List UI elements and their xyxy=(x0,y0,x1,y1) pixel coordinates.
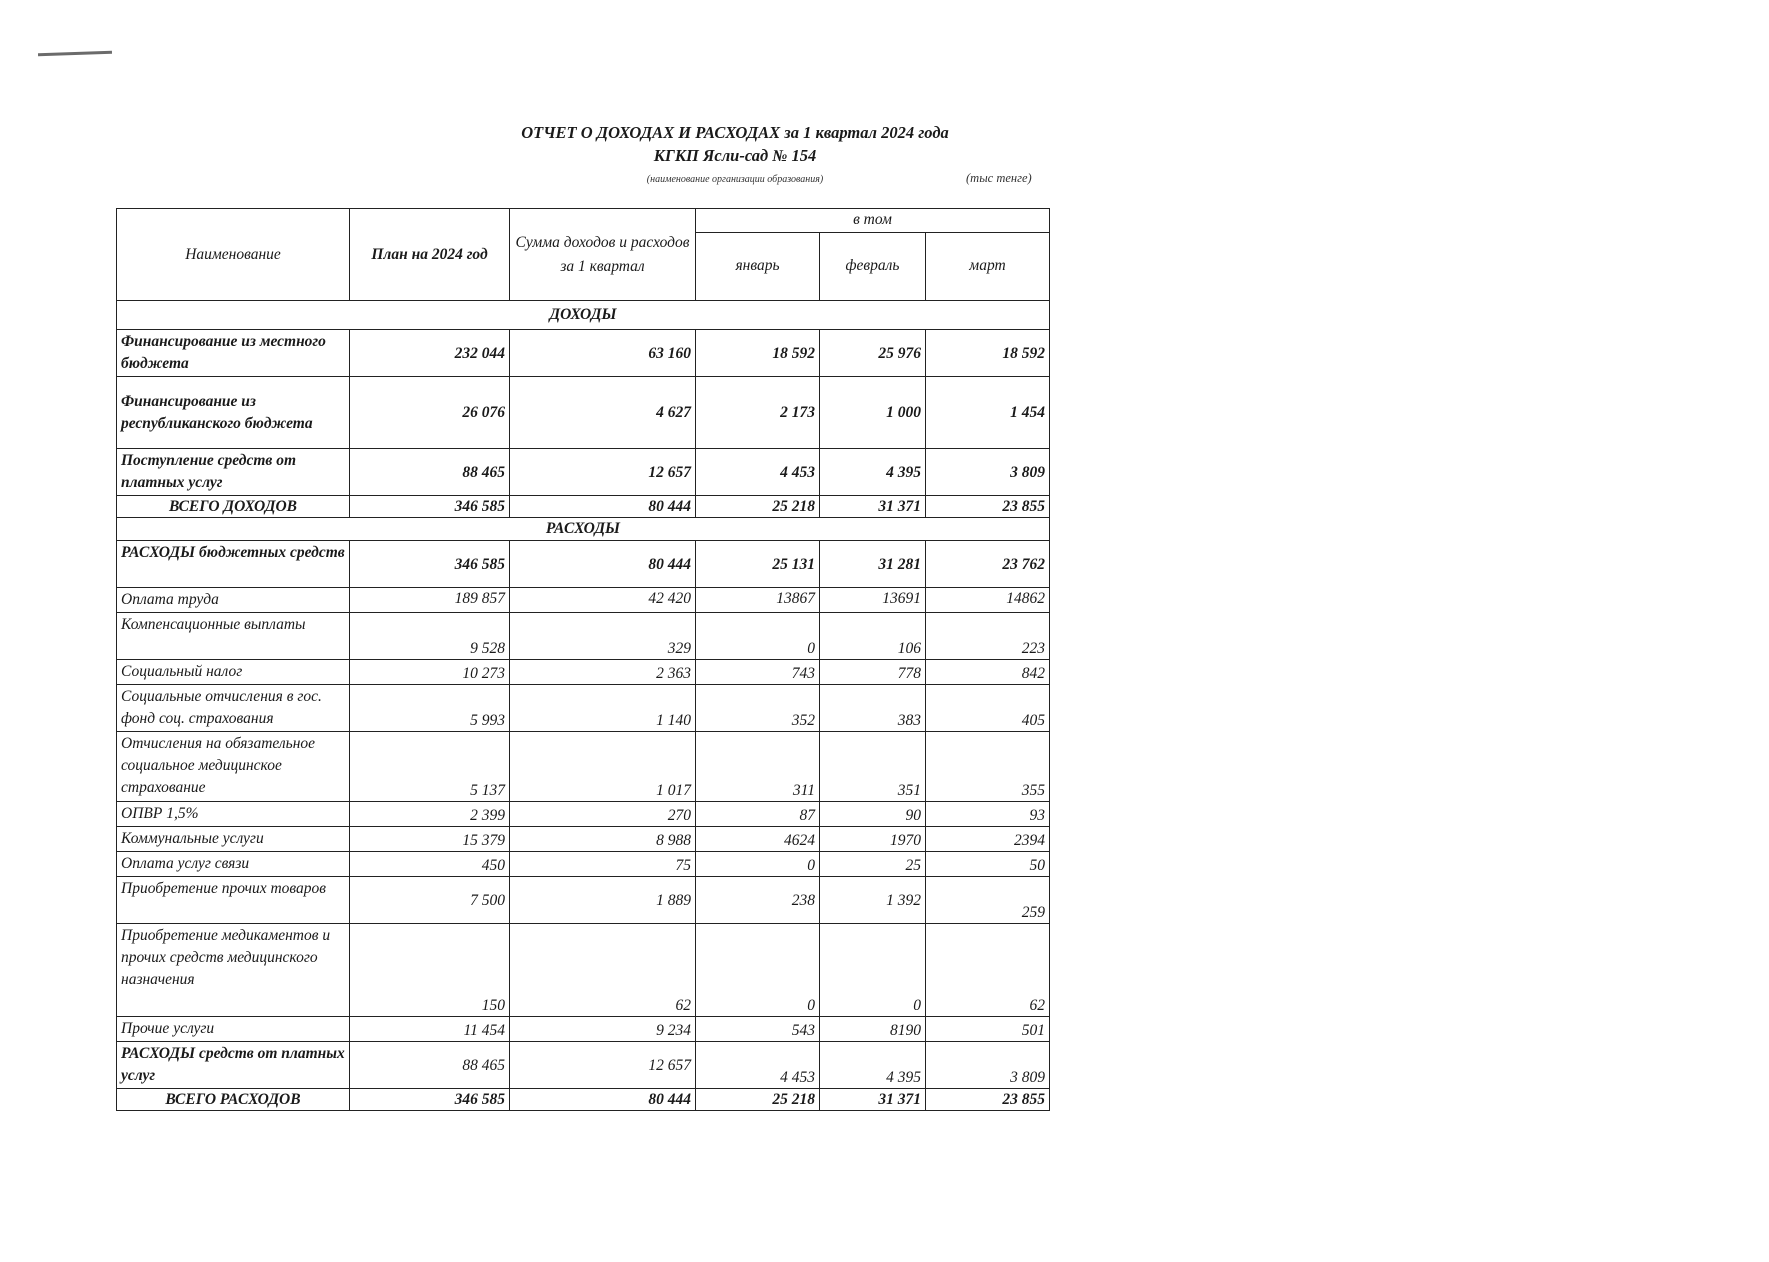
cell-plan: 15 379 xyxy=(350,827,510,852)
cell-quarter: 9 234 xyxy=(510,1017,696,1042)
col-header-january: январь xyxy=(696,232,820,300)
cell-plan: 346 585 xyxy=(350,1089,510,1111)
cell-february: 106 xyxy=(820,613,926,660)
cell-february: 25 xyxy=(820,852,926,877)
report-title: ОТЧЕТ О ДОХОДАХ И РАСХОДАХ за 1 квартал 2024 года xyxy=(521,123,949,142)
cell-plan: 10 273 xyxy=(350,660,510,685)
income-total-label: ВСЕГО ДОХОДОВ xyxy=(117,496,350,518)
cell-march: 23 855 xyxy=(926,496,1050,518)
cell-february: 1 392 xyxy=(820,877,926,924)
row-name: Социальные отчисления в гос. фонд соц. страхования xyxy=(117,685,350,732)
cell-plan: 346 585 xyxy=(350,496,510,518)
col-header-group: в том xyxy=(696,209,1050,233)
table-row xyxy=(117,449,1050,496)
cell-quarter: 2 363 xyxy=(510,660,696,685)
cell-january: 743 xyxy=(696,660,820,685)
cell-january: 4 453 xyxy=(696,1042,820,1089)
table-row xyxy=(117,732,1050,802)
cell-january: 2 173 xyxy=(696,377,820,449)
table-row xyxy=(117,924,1050,1017)
cell-quarter: 12 657 xyxy=(510,449,696,496)
row-name: ОПВР 1,5% xyxy=(117,802,350,827)
cell-february: 1 000 xyxy=(820,377,926,449)
cell-february: 351 xyxy=(820,732,926,802)
col-header-march: март xyxy=(926,232,1050,300)
table-row xyxy=(117,660,1050,685)
cell-plan: 450 xyxy=(350,852,510,877)
table-row xyxy=(117,613,1050,660)
expense-section-label: РАСХОДЫ xyxy=(117,518,1050,541)
cell-plan: 11 454 xyxy=(350,1017,510,1042)
cell-quarter: 4 627 xyxy=(510,377,696,449)
cell-february: 25 976 xyxy=(820,330,926,377)
cell-january: 25 218 xyxy=(696,1089,820,1111)
cell-plan: 88 465 xyxy=(350,449,510,496)
cell-march: 842 xyxy=(926,660,1050,685)
header-row-1 xyxy=(117,209,1050,233)
table-row xyxy=(117,377,1050,449)
cell-march: 23 762 xyxy=(926,541,1050,588)
cell-march: 18 592 xyxy=(926,330,1050,377)
cell-january: 0 xyxy=(696,852,820,877)
table-row xyxy=(117,877,1050,924)
cell-quarter: 75 xyxy=(510,852,696,877)
row-name: Компенсационные выплаты xyxy=(117,613,350,660)
cell-plan: 346 585 xyxy=(350,541,510,588)
cell-quarter: 1 017 xyxy=(510,732,696,802)
cell-january: 13867 xyxy=(696,588,820,613)
cell-march: 3 809 xyxy=(926,449,1050,496)
expense-total-label: ВСЕГО РАСХОДОВ xyxy=(117,1089,350,1111)
table-row xyxy=(117,802,1050,827)
cell-quarter: 62 xyxy=(510,924,696,1017)
cell-march: 501 xyxy=(926,1017,1050,1042)
organization-name: КГКП Ясли-сад № 154 xyxy=(653,146,817,165)
row-name: Поступление средств от платных услуг xyxy=(117,449,350,496)
cell-january: 4624 xyxy=(696,827,820,852)
col-header-name: Наименование xyxy=(117,209,350,301)
cell-january: 352 xyxy=(696,685,820,732)
cell-january: 25 218 xyxy=(696,496,820,518)
row-name: Оплата труда xyxy=(117,588,350,613)
cell-march: 355 xyxy=(926,732,1050,802)
row-name: Прочие услуги xyxy=(117,1017,350,1042)
cell-february: 8190 xyxy=(820,1017,926,1042)
cell-march: 223 xyxy=(926,613,1050,660)
cell-plan: 9 528 xyxy=(350,613,510,660)
expense-paid-services-row xyxy=(117,1042,1050,1089)
cell-plan: 189 857 xyxy=(350,588,510,613)
cell-plan: 7 500 xyxy=(350,877,510,924)
row-name: Оплата услуг связи xyxy=(117,852,350,877)
table-row xyxy=(117,827,1050,852)
cell-quarter: 270 xyxy=(510,802,696,827)
cell-quarter: 63 160 xyxy=(510,330,696,377)
cell-quarter: 1 140 xyxy=(510,685,696,732)
organization-caption: (наименование организации образования) xyxy=(646,174,824,185)
row-name: Финансирование из местного бюджета xyxy=(117,330,350,377)
cell-february: 31 281 xyxy=(820,541,926,588)
expense-budget-row xyxy=(117,541,1050,588)
cell-plan: 150 xyxy=(350,924,510,1017)
cell-february: 0 xyxy=(820,924,926,1017)
cell-march: 2394 xyxy=(926,827,1050,852)
cell-february: 13691 xyxy=(820,588,926,613)
col-header-plan: План на 2024 год xyxy=(350,209,510,301)
cell-quarter: 1 889 xyxy=(510,877,696,924)
cell-plan: 26 076 xyxy=(350,377,510,449)
row-name: РАСХОДЫ бюджетных средств xyxy=(117,541,350,588)
scan-artifact-mark xyxy=(38,51,112,57)
table-row xyxy=(117,852,1050,877)
cell-quarter: 8 988 xyxy=(510,827,696,852)
income-total-row xyxy=(117,496,1050,518)
cell-plan: 2 399 xyxy=(350,802,510,827)
cell-january: 543 xyxy=(696,1017,820,1042)
expense-total-row xyxy=(117,1089,1050,1111)
row-name: Отчисления на обязательное социальное медицинское страхование xyxy=(117,732,350,802)
row-name: РАСХОДЫ средств от платных услуг xyxy=(117,1042,350,1089)
cell-january: 4 453 xyxy=(696,449,820,496)
cell-january: 238 xyxy=(696,877,820,924)
cell-quarter: 80 444 xyxy=(510,541,696,588)
row-name: Социальный налог xyxy=(117,660,350,685)
cell-march: 50 xyxy=(926,852,1050,877)
cell-quarter: 80 444 xyxy=(510,496,696,518)
cell-february: 4 395 xyxy=(820,1042,926,1089)
table-row xyxy=(117,330,1050,377)
cell-plan: 5 137 xyxy=(350,732,510,802)
cell-march: 259 xyxy=(926,877,1050,924)
cell-february: 778 xyxy=(820,660,926,685)
cell-february: 383 xyxy=(820,685,926,732)
row-name: Финансирование из республиканского бюджета xyxy=(117,377,350,449)
cell-february: 31 371 xyxy=(820,1089,926,1111)
expense-section-row xyxy=(117,518,1050,541)
cell-quarter: 42 420 xyxy=(510,588,696,613)
cell-february: 4 395 xyxy=(820,449,926,496)
cell-january: 25 131 xyxy=(696,541,820,588)
cell-february: 31 371 xyxy=(820,496,926,518)
cell-quarter: 12 657 xyxy=(510,1042,696,1089)
cell-march: 23 855 xyxy=(926,1089,1050,1111)
cell-march: 62 xyxy=(926,924,1050,1017)
cell-march: 405 xyxy=(926,685,1050,732)
row-name: Приобретение медикаментов и прочих средств медицинского назначения xyxy=(117,924,350,1017)
cell-january: 87 xyxy=(696,802,820,827)
row-name: Приобретение прочих товаров xyxy=(117,877,350,924)
cell-february: 90 xyxy=(820,802,926,827)
cell-january: 0 xyxy=(696,924,820,1017)
col-header-february: февраль xyxy=(820,232,926,300)
table-row xyxy=(117,1017,1050,1042)
table-row xyxy=(117,685,1050,732)
cell-january: 18 592 xyxy=(696,330,820,377)
cell-plan: 5 993 xyxy=(350,685,510,732)
cell-quarter: 80 444 xyxy=(510,1089,696,1111)
cell-january: 0 xyxy=(696,613,820,660)
row-name: Коммунальные услуги xyxy=(117,827,350,852)
table-row xyxy=(117,588,1050,613)
income-section-label: ДОХОДЫ xyxy=(117,301,1050,330)
cell-march: 93 xyxy=(926,802,1050,827)
cell-march: 3 809 xyxy=(926,1042,1050,1089)
cell-january: 311 xyxy=(696,732,820,802)
cell-plan: 88 465 xyxy=(350,1042,510,1089)
income-expense-table xyxy=(116,208,1050,1111)
cell-february: 1970 xyxy=(820,827,926,852)
cell-march: 1 454 xyxy=(926,377,1050,449)
cell-march: 14862 xyxy=(926,588,1050,613)
cell-plan: 232 044 xyxy=(350,330,510,377)
unit-label: (тыс тенге) xyxy=(966,171,1032,185)
income-section-row xyxy=(117,301,1050,330)
col-header-quarter-sum: Сумма доходов и расходов за 1 квартал xyxy=(510,209,696,301)
cell-quarter: 329 xyxy=(510,613,696,660)
